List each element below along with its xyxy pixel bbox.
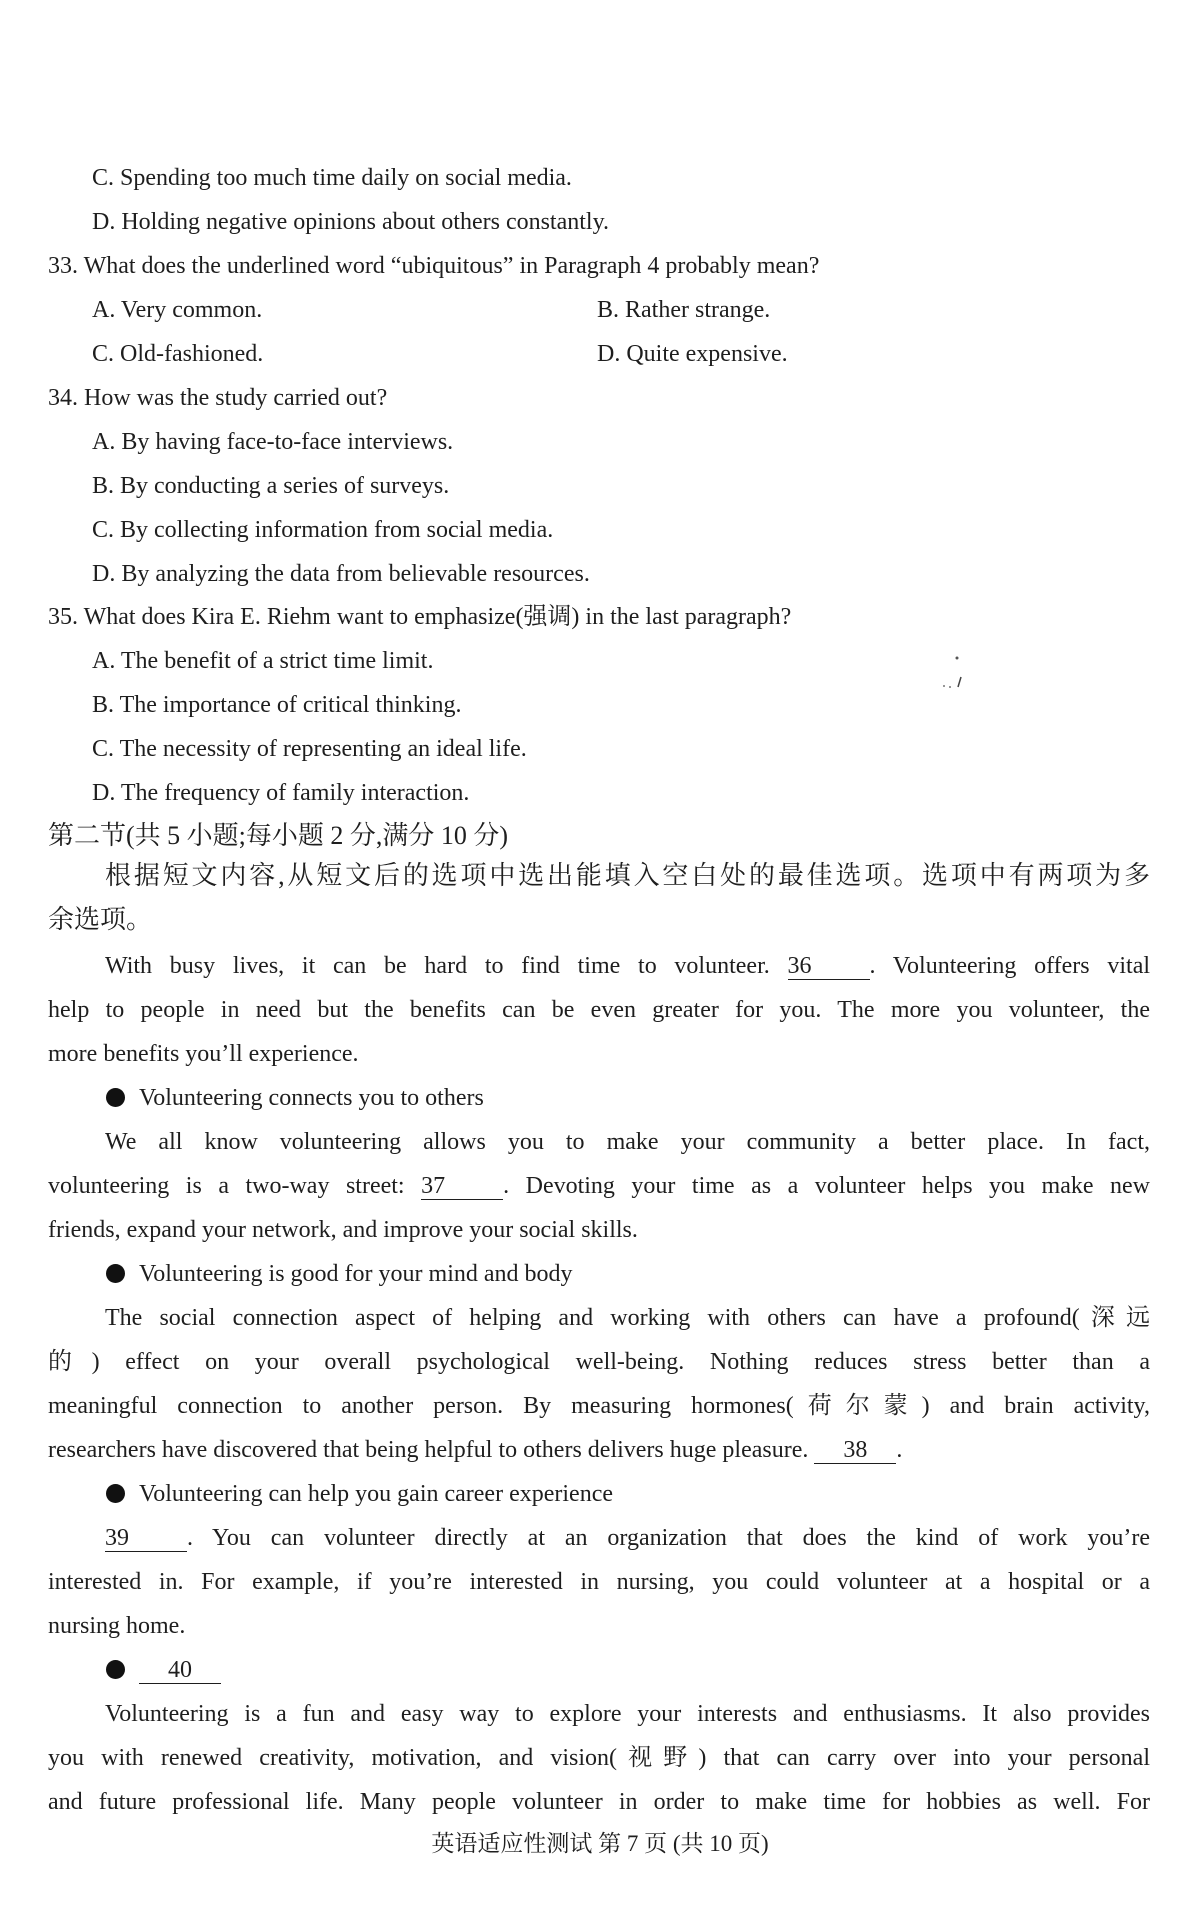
passage-line: Volunteering is a fun and easy way to explore your interests and enthusiasms. It also provides <box>105 1701 1150 1727</box>
q32-option-d: D. Holding negative opinions about others constantly. <box>92 209 610 235</box>
q34-option-d: D. By analyzing the data from believable resources. <box>92 561 590 587</box>
passage-line: you with renewed creativity, motivation, and vision(视野) that can carry over into your personal <box>48 1745 1150 1771</box>
passage-line: With busy lives, it can be hard to find time to volunteer. 36 . Volunteering offers vital <box>105 953 1151 979</box>
passage-line: nursing home. <box>48 1613 186 1639</box>
bullet-icon <box>106 1088 125 1107</box>
bullet-icon <box>106 1660 125 1679</box>
blank-36[interactable]: 36 <box>788 953 870 980</box>
section-heading: Volunteering connects you to others <box>106 1083 484 1113</box>
q34-option-a: A. By having face-to-face interviews. <box>92 429 454 455</box>
scan-specks <box>914 655 964 695</box>
q34-option-c: C. By collecting information from social media. <box>92 517 554 543</box>
passage-line: 的) effect on your overall psychological well-being. Nothing reduces stress better than a <box>48 1349 1150 1375</box>
q34-stem: 34. How was the study carried out? <box>48 385 388 411</box>
q34-option-b: B. By conducting a series of surveys. <box>92 473 450 499</box>
section-heading: Volunteering can help you gain career experience <box>106 1479 613 1509</box>
bullet-icon <box>106 1484 125 1503</box>
passage-line: interested in. For example, if you’re interested in nursing, you could volunteer at a hospital or a <box>48 1569 1150 1595</box>
section-instruction-cont: 余选项。 <box>48 905 153 934</box>
passage-line: The social connection aspect of helping and working with others can have a profound(深远 <box>105 1305 1150 1331</box>
bullet-icon <box>106 1264 125 1283</box>
q35-stem: 35. What does Kira E. Riehm want to emphasize(强调) in the last paragraph? <box>48 604 792 630</box>
q33-option-c: C. Old-fashioned. <box>92 341 264 367</box>
q33-option-b: B. Rather strange. <box>597 297 771 323</box>
q35-option-b: B. The importance of critical thinking. <box>92 692 462 718</box>
q33-stem: 33. What does the underlined word “ubiquitous” in Paragraph 4 probably mean? <box>48 253 820 279</box>
blank-40[interactable]: 40 <box>139 1657 221 1684</box>
q35-option-c: C. The necessity of representing an ideal life. <box>92 736 527 762</box>
passage-line: meaningful connection to another person. By measuring hormones(荷尔蒙) and brain activity, <box>48 1393 1150 1419</box>
passage-line: and future professional life. Many people volunteer in order to make time for hobbies as well. For <box>48 1789 1150 1815</box>
section-title: 第二节(共 5 小题;每小题 2 分,满分 10 分) <box>48 821 509 850</box>
page-footer: 英语适应性测试 第 7 页 (共 10 页) <box>431 1831 769 1856</box>
passage-line: We all know volunteering allows you to make your community a better place. In fact, <box>105 1129 1150 1155</box>
blank-38[interactable]: 38 <box>814 1437 896 1464</box>
passage-line: more benefits you’ll experience. <box>48 1041 359 1067</box>
blank-39[interactable]: 39 <box>105 1525 187 1552</box>
passage-line: 39 . You can volunteer directly at an organization that does the kind of work you’re <box>105 1525 1150 1551</box>
section-instruction: 根据短文内容,从短文后的选项中选出能填入空白处的最佳选项。选项中有两项为多 <box>105 861 1150 890</box>
q35-option-d: D. The frequency of family interaction. <box>92 780 470 806</box>
passage-line: help to people in need but the benefits can be even greater for you. The more you volunteer, the <box>48 997 1150 1023</box>
section-heading <box>106 1655 221 1685</box>
passage-line: researchers have discovered that being helpful to others delivers huge pleasure. 38 . <box>48 1437 903 1463</box>
passage-line: volunteering is a two-way street: 37 . Devoting your time as a volunteer helps you make new <box>48 1173 1151 1199</box>
q33-option-d: D. Quite expensive. <box>597 341 788 367</box>
passage-line: friends, expand your network, and improve your social skills. <box>48 1217 638 1243</box>
section-heading: Volunteering is good for your mind and body <box>106 1259 573 1289</box>
q32-option-c: C. Spending too much time daily on social media. <box>92 165 572 191</box>
q33-option-a: A. Very common. <box>92 297 263 323</box>
blank-37[interactable]: 37 <box>421 1173 503 1200</box>
q35-option-a: A. The benefit of a strict time limit. <box>92 648 434 674</box>
